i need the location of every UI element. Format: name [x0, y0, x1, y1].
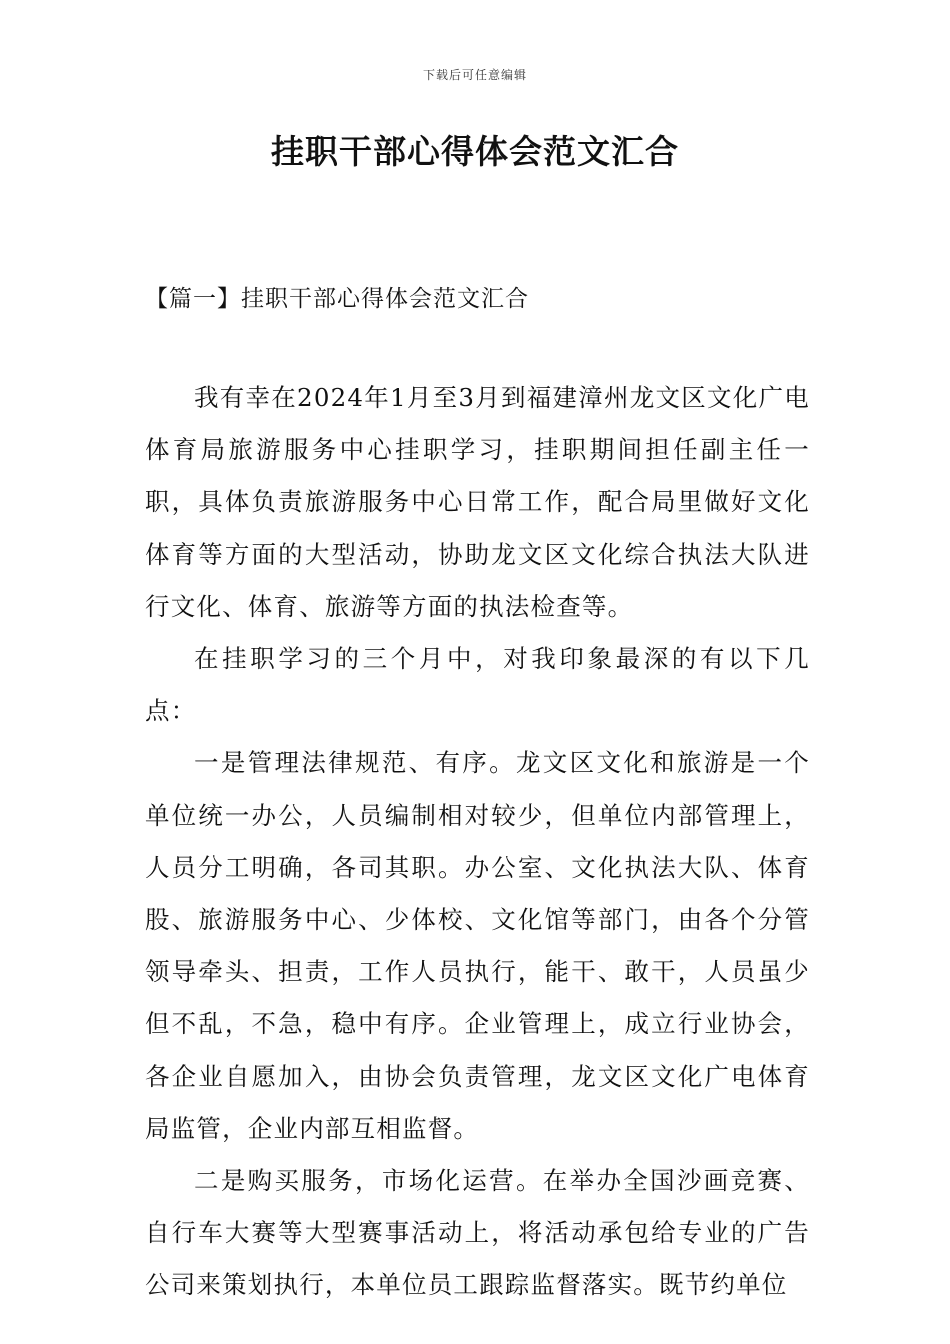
document-body	[145, 372, 810, 1312]
paragraph: 我有幸在2024年1月至3月到福建漳州龙文区文化广电体育局旅游服务中心挂职学习，挂职期间担任副主任一职，具体负责旅游服务中心日常工作，配合局里做好文化体育等方面的大型活动，协助龙文区文化综合执法大队进行文化、体育、旅游等方面的执法检查等。	[145, 383, 810, 621]
header-note: 下载后可任意编辑	[422, 68, 527, 82]
paragraph: 一是管理法律规范、有序。龙文区文化和旅游是一个单位统一办公，人员编制相对较少，但单位内部管理上，人员分工明确，各司其职。办公室、文化执法大队、体育股、旅游服务中心、少体校、文化馆等部门，由各个分管领导牵头、担责，工作人员执行，能干、敢干，人员虽少但不乱，不急，稳中有序。企业管理上，成立行业协会，各企业自愿加入，由协会负责管理，龙文区文化广电体育局监管，企业内部互相监督。	[145, 748, 810, 1143]
paragraph: 在挂职学习的三个月中，对我印象最深的有以下几点：	[145, 644, 810, 726]
section-heading: 【篇一】挂职干部心得体会范文汇合	[145, 286, 529, 312]
document-title: 挂职干部心得体会范文汇合	[271, 132, 679, 171]
paragraph: 二是购买服务，市场化运营。在举办全国沙画竞赛、自行车大赛等大型赛事活动上，将活动承包给专业的广告公司来策划执行，本单位员工跟踪监督落实。既节约单位	[145, 1166, 810, 1300]
